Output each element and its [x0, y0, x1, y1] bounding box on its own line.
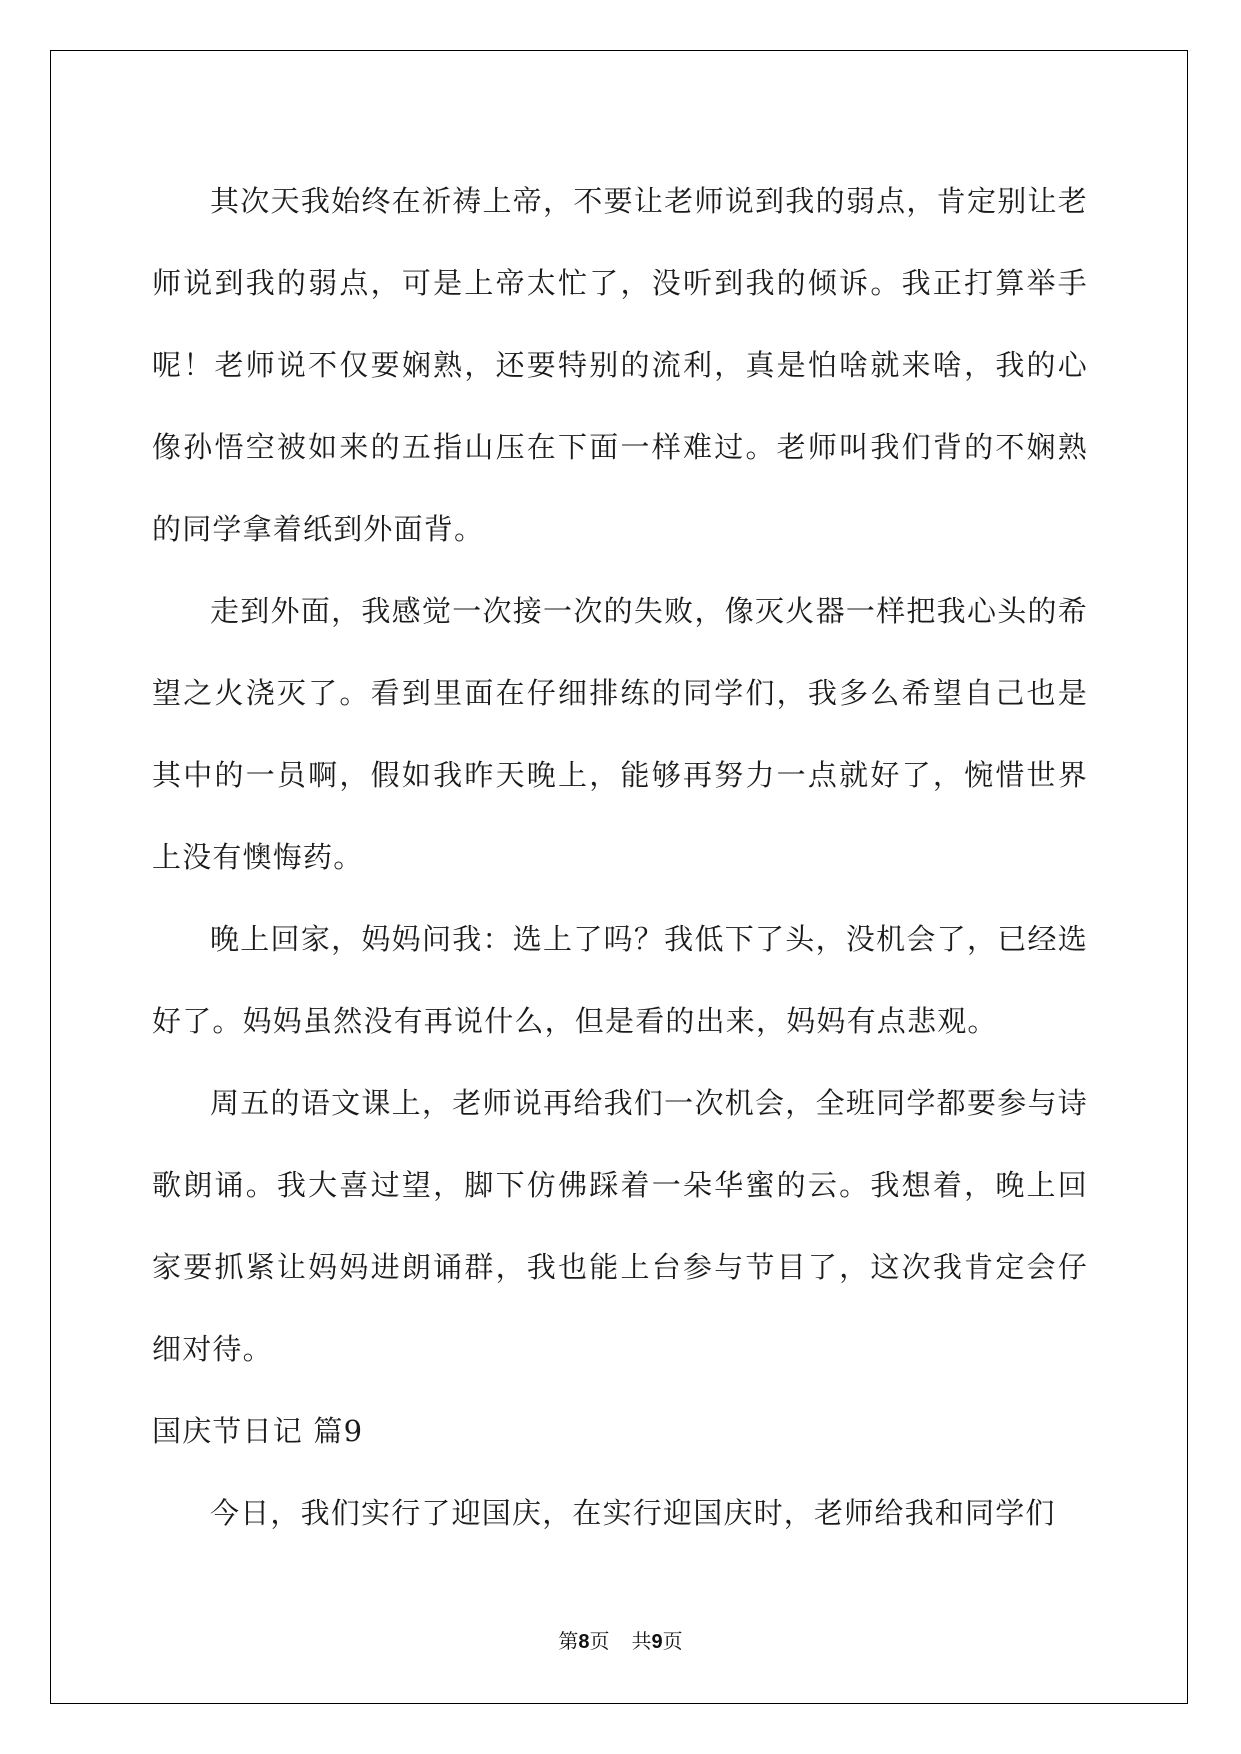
footer-prefix: 第 — [558, 1629, 579, 1653]
document-body — [152, 160, 1088, 1554]
current-page-number: 8 — [578, 1631, 590, 1653]
paragraph-1: 其次天我始终在祈祷上帝，不要让老师说到我的弱点，肯定别让老师说到我的弱点，可是上帝太忙了，没听到我的倾诉。我正打算举手呢！老师说不仅要娴熟，还要特别的流利，真是怕啥就来啥，我的心像孙悟空被如来的五指山压在下面一样难过。老师叫我们背的不娴熟的同学拿着纸到外面背。 — [152, 184, 1088, 546]
footer-total-unit: 页 — [662, 1629, 683, 1653]
paragraph-4: 周五的语文课上，老师说再给我们一次机会，全班同学都要参与诗歌朗诵。我大喜过望，脚下仿佛踩着一朵华蜜的云。我想着，晚上回家要抓紧让妈妈进朗诵群，我也能上台参与节目了，这次我肯定会仔细对待。 — [152, 1086, 1088, 1366]
paragraph-2: 走到外面，我感觉一次接一次的失败，像灭火器一样把我心头的希望之火浇灭了。看到里面在仔细排练的同学们，我多么希望自己也是其中的一员啊，假如我昨天晚上，能够再努力一点就好了，惋惜世界上没有懊悔药。 — [152, 594, 1088, 874]
section-heading: 国庆节日记 篇9 — [152, 1414, 364, 1448]
page-footer — [0, 1625, 1241, 1654]
paragraph-5: 今日，我们实行了迎国庆，在实行迎国庆时，老师给我和同学们 — [210, 1496, 1056, 1530]
total-page-number: 9 — [651, 1631, 663, 1653]
footer-total-prefix: 共 — [631, 1629, 652, 1653]
paragraph-3: 晚上回家，妈妈问我：选上了吗？我低下了头，没机会了，已经选好了。妈妈虽然没有再说什么，但是看的出来，妈妈有点悲观。 — [152, 922, 1088, 1038]
footer-page-unit: 页 — [589, 1629, 610, 1653]
